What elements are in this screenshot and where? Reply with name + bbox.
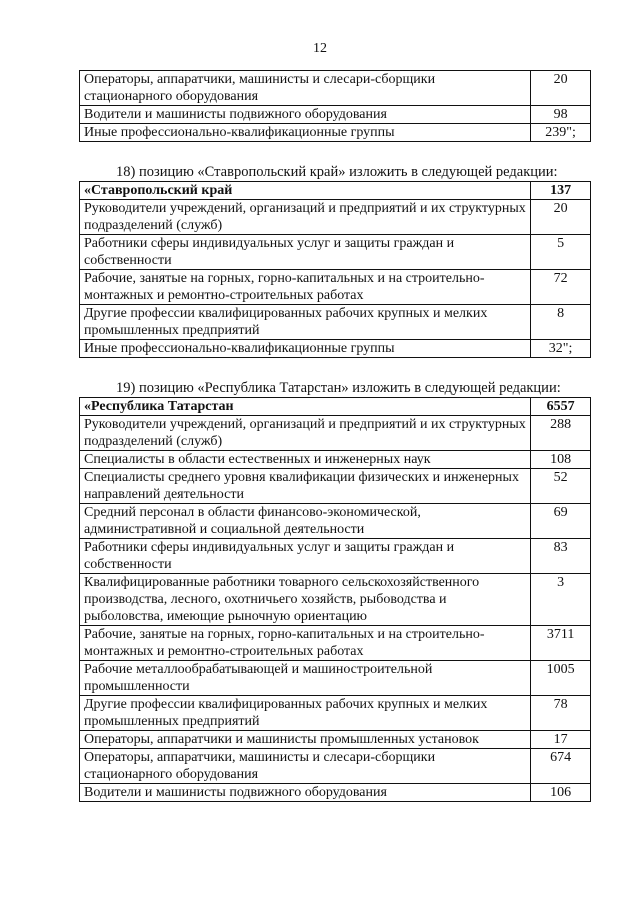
row-value: 3 (531, 574, 591, 626)
row-name: Рабочие, занятые на горных, горно-капитальных и на строительно-монтажных и ремонтно-строительных работах (80, 270, 531, 305)
table-row (80, 451, 591, 469)
row-value: 108 (531, 451, 591, 469)
table-row (80, 731, 591, 749)
table-row (80, 749, 591, 784)
row-name: Рабочие металлообрабатывающей и машиностроительной промышленности (80, 661, 531, 696)
row-name: Иные профессионально-квалификационные группы (80, 124, 531, 142)
page-number: 12 (313, 41, 327, 56)
table-row (80, 270, 591, 305)
continued-table (79, 70, 591, 142)
row-name: Водители и машинисты подвижного оборудования (80, 784, 531, 802)
table-row (80, 340, 591, 358)
row-value: 3711 (531, 626, 591, 661)
table-row (80, 71, 591, 106)
region-name: «Республика Татарстан (80, 398, 531, 416)
table-row (80, 696, 591, 731)
row-name: Иные профессионально-квалификационные группы (80, 340, 531, 358)
row-value: 1005 (531, 661, 591, 696)
row-name: Операторы, аппаратчики, машинисты и слесари-сборщики стационарного оборудования (80, 749, 531, 784)
row-value: 8 (531, 305, 591, 340)
table-row (80, 106, 591, 124)
row-value: 32"; (531, 340, 591, 358)
row-value: 83 (531, 539, 591, 574)
region-name: «Ставропольский край (80, 182, 531, 200)
row-name: Специалисты среднего уровня квалификации физических и инженерных направлений деятельности (80, 469, 531, 504)
row-value: 20 (531, 71, 591, 106)
row-value: 78 (531, 696, 591, 731)
row-value: 106 (531, 784, 591, 802)
row-value: 72 (531, 270, 591, 305)
row-name: Работники сферы индивидуальных услуг и защиты граждан и собственности (80, 235, 531, 270)
row-name: Квалифицированные работники товарного сельскохозяйственного производства, лесного, охотничьего хозяйств, рыбоводства и рыболовства, имеющие рыночную ориентацию (80, 574, 531, 626)
row-name: Рабочие, занятые на горных, горно-капитальных и на строительно-монтажных и ремонтно-строительных работах (80, 626, 531, 661)
table-row (80, 124, 591, 142)
table-header-row (80, 398, 591, 416)
row-name: Водители и машинисты подвижного оборудования (80, 106, 531, 124)
section-18-heading: 18) позицию «Ставропольский край» изложить в следующей редакции: (116, 164, 558, 180)
row-value: 20 (531, 200, 591, 235)
table-row (80, 539, 591, 574)
table-row (80, 661, 591, 696)
section-19-heading: 19) позицию «Республика Татарстан» изложить в следующей редакции: (116, 380, 561, 396)
row-name: Другие профессии квалифицированных рабочих крупных и мелких промышленных предприятий (80, 696, 531, 731)
table-row (80, 469, 591, 504)
row-name: Руководители учреждений, организаций и предприятий и их структурных подразделений (служб) (80, 200, 531, 235)
row-name: Другие профессии квалифицированных рабочих крупных и мелких промышленных предприятий (80, 305, 531, 340)
table-row (80, 626, 591, 661)
row-value: 674 (531, 749, 591, 784)
row-name: Руководители учреждений, организаций и предприятий и их структурных подразделений (служб) (80, 416, 531, 451)
row-name: Специалисты в области естественных и инженерных наук (80, 451, 531, 469)
table-header-row (80, 182, 591, 200)
row-value: 288 (531, 416, 591, 451)
row-value: 98 (531, 106, 591, 124)
table-row (80, 784, 591, 802)
table-row (80, 235, 591, 270)
row-value: 52 (531, 469, 591, 504)
stavropol-table (79, 181, 591, 358)
row-name: Операторы, аппаратчики, машинисты и слесари-сборщики стационарного оборудования (80, 71, 531, 106)
region-total: 6557 (531, 398, 591, 416)
table-row (80, 574, 591, 626)
row-name: Операторы, аппаратчики и машинисты промышленных установок (80, 731, 531, 749)
row-name: Средний персонал в области финансово-экономической, административной и социальной деятельности (80, 504, 531, 539)
row-value: 69 (531, 504, 591, 539)
row-name: Работники сферы индивидуальных услуг и защиты граждан и собственности (80, 539, 531, 574)
table-row (80, 305, 591, 340)
row-value: 17 (531, 731, 591, 749)
tatarstan-table (79, 397, 591, 802)
table-row (80, 416, 591, 451)
table-row (80, 504, 591, 539)
region-total: 137 (531, 182, 591, 200)
row-value: 5 (531, 235, 591, 270)
table-row (80, 200, 591, 235)
row-value: 239"; (531, 124, 591, 142)
